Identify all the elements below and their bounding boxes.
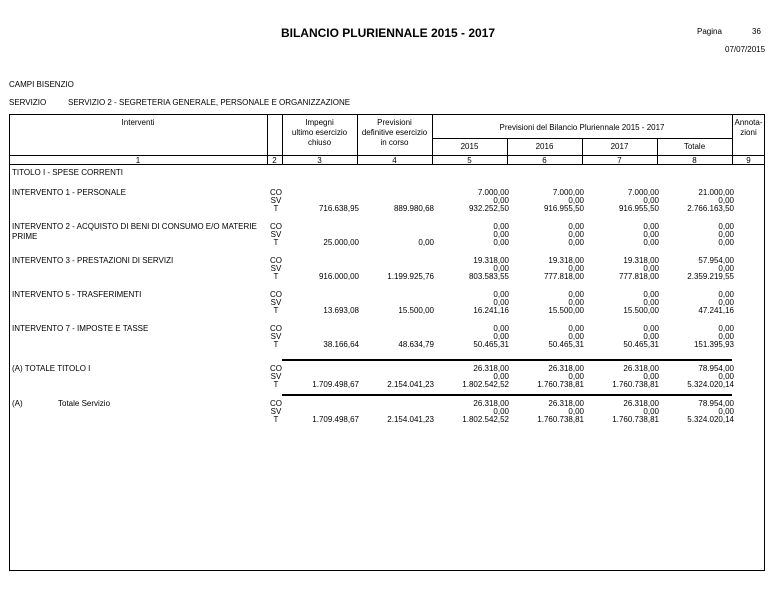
year-value: 0,00 xyxy=(568,196,584,205)
year-value: 916.955,50 xyxy=(543,204,584,213)
year-value: 15.500,00 xyxy=(548,306,584,315)
row-code: T xyxy=(273,238,279,247)
col-number: 4 xyxy=(392,156,397,165)
year-value: 16.241,16 xyxy=(473,306,509,315)
col-number: 2 xyxy=(272,156,277,165)
year-value: 19.318,00 xyxy=(623,256,659,265)
col-number: 1 xyxy=(135,156,141,165)
year-value: 5.324.020,14 xyxy=(687,380,734,389)
previsioni-value: 48.634,79 xyxy=(398,340,434,349)
row-code: T xyxy=(273,204,279,213)
year-value: 1.802.542,52 xyxy=(462,380,509,389)
year-value: 0,00 xyxy=(568,332,584,341)
year-value: 0,00 xyxy=(643,332,659,341)
header-year-2017: 2017 xyxy=(610,142,629,151)
col-number: 7 xyxy=(617,156,622,165)
row-code: T xyxy=(273,340,279,349)
year-value: 7.000,00 xyxy=(552,188,584,197)
year-value: 26.318,00 xyxy=(473,364,509,373)
row-label: INTERVENTO 2 - ACQUISTO DI BENI DI CONSUMO E/O MATERIE xyxy=(12,222,257,231)
row-code: CO xyxy=(270,364,282,373)
header-totale: Totale xyxy=(683,142,706,151)
year-value: 0,00 xyxy=(718,407,734,416)
header-interventi: Interventi xyxy=(121,118,155,127)
year-value: 0,00 xyxy=(643,196,659,205)
year-value: 0,00 xyxy=(718,222,734,231)
service-name: SERVIZIO 2 - SEGRETERIA GENERALE, PERSONALE E ORGANIZZAZIONE xyxy=(68,98,351,107)
year-value: 1.760.738,81 xyxy=(612,415,659,424)
year-value: 0,00 xyxy=(643,222,659,231)
impegni-value: 13.693,08 xyxy=(323,306,359,315)
year-value: 0,00 xyxy=(718,372,734,381)
header-pluriennale: Previsioni del Bilancio Pluriennale 2015 - 2017 xyxy=(499,123,665,132)
year-value: 15.500,00 xyxy=(623,306,659,315)
year-value: 0,00 xyxy=(493,324,509,333)
year-value: 5.324.020,14 xyxy=(687,415,734,424)
year-value: 151.395,93 xyxy=(693,340,734,349)
row-code: SV xyxy=(270,230,282,239)
year-value: 7.000,00 xyxy=(627,188,659,197)
entity-name: CAMPI BISENZIO xyxy=(9,80,74,89)
year-value: 803.583,55 xyxy=(468,272,509,281)
year-value: 916.955,50 xyxy=(618,204,659,213)
year-value: 1.760.738,81 xyxy=(537,415,584,424)
year-value: 2.766.163,50 xyxy=(687,204,734,213)
year-value: 0,00 xyxy=(643,230,659,239)
previsioni-value: 2.154.041,23 xyxy=(387,415,434,424)
page-label: Pagina xyxy=(697,27,722,36)
year-value: 1.760.738,81 xyxy=(612,380,659,389)
year-value: 0,00 xyxy=(643,298,659,307)
year-value: 0,00 xyxy=(718,196,734,205)
impegni-value: 38.166,64 xyxy=(323,340,359,349)
year-value: 2.359.219,55 xyxy=(687,272,734,281)
year-value: 50.465,31 xyxy=(473,340,509,349)
impegni-value: 916.000,00 xyxy=(318,272,359,281)
col-number: 9 xyxy=(746,156,751,165)
year-value: 0,00 xyxy=(493,290,509,299)
year-value: 0,00 xyxy=(718,230,734,239)
previsioni-value: 1.199.925,76 xyxy=(387,272,434,281)
year-value: 0,00 xyxy=(568,372,584,381)
year-value: 0,00 xyxy=(643,372,659,381)
year-value: 19.318,00 xyxy=(548,256,584,265)
header-impegni: Impegni ultimo esercizio chiuso xyxy=(291,118,348,147)
row-label: (A) TOTALE TITOLO I xyxy=(12,364,91,373)
year-value: 0,00 xyxy=(493,264,509,273)
year-value: 0,00 xyxy=(568,230,584,239)
row-code: SV xyxy=(270,298,282,307)
year-value: 0,00 xyxy=(568,222,584,231)
row-label: INTERVENTO 5 - TRASFERIMENTI xyxy=(12,290,142,299)
row-code: SV xyxy=(270,372,282,381)
row-label: Totale Servizio xyxy=(58,399,111,408)
year-value: 0,00 xyxy=(718,298,734,307)
row-label: INTERVENTO 3 - PRESTAZIONI DI SERVIZI xyxy=(12,256,174,265)
year-value: 19.318,00 xyxy=(473,256,509,265)
year-value: 0,00 xyxy=(643,290,659,299)
divider xyxy=(432,138,732,139)
col-number: 8 xyxy=(692,156,697,165)
previsioni-value: 2.154.041,23 xyxy=(387,380,434,389)
year-value: 0,00 xyxy=(718,332,734,341)
col-number: 6 xyxy=(542,156,547,165)
year-value: 50.465,31 xyxy=(623,340,659,349)
year-value: 1.802.542,52 xyxy=(462,415,509,424)
previsioni-value: 15.500,00 xyxy=(398,306,434,315)
year-value: 26.318,00 xyxy=(548,399,584,408)
year-value: 0,00 xyxy=(493,372,509,381)
row-code: CO xyxy=(270,188,282,197)
row-code: T xyxy=(273,306,279,315)
year-value: 26.318,00 xyxy=(623,364,659,373)
year-value: 0,00 xyxy=(493,238,509,247)
impegni-value: 1.709.498,67 xyxy=(312,380,359,389)
year-value: 78.954,00 xyxy=(698,399,734,408)
service-label: SERVIZIO xyxy=(9,98,47,107)
year-value: 0,00 xyxy=(568,290,584,299)
year-value: 0,00 xyxy=(643,264,659,273)
year-value: 0,00 xyxy=(493,298,509,307)
row-code: CO xyxy=(270,256,282,265)
year-value: 78.954,00 xyxy=(698,364,734,373)
total-separator xyxy=(282,394,732,396)
row-code: T xyxy=(273,415,279,424)
year-value: 0,00 xyxy=(493,196,509,205)
year-value: 0,00 xyxy=(493,222,509,231)
row-code: CO xyxy=(270,324,282,333)
year-value: 0,00 xyxy=(568,238,584,247)
impegni-value: 1.709.498,67 xyxy=(312,415,359,424)
impegni-value: 25.000,00 xyxy=(323,238,359,247)
year-value: 50.465,31 xyxy=(548,340,584,349)
row-code: CO xyxy=(270,290,282,299)
row-code: T xyxy=(273,380,279,389)
row-label: INTERVENTO 1 - PERSONALE xyxy=(12,188,126,197)
impegni-value: 716.638,95 xyxy=(318,204,359,213)
year-value: 47.241,16 xyxy=(698,306,734,315)
header-year-2015: 2015 xyxy=(460,142,479,151)
year-value: 0,00 xyxy=(718,238,734,247)
page-number: 36 xyxy=(752,27,761,36)
year-value: 7.000,00 xyxy=(477,188,509,197)
year-value: 0,00 xyxy=(568,298,584,307)
year-value: 0,00 xyxy=(493,332,509,341)
year-value: 0,00 xyxy=(718,264,734,273)
row-code: T xyxy=(273,272,279,281)
year-value: 0,00 xyxy=(718,324,734,333)
row-label: PRIME xyxy=(12,232,38,241)
row-code: SV xyxy=(270,332,282,341)
year-value: 777.818,00 xyxy=(543,272,584,281)
year-value: 0,00 xyxy=(643,324,659,333)
row-code: SV xyxy=(270,407,282,416)
col-number: 5 xyxy=(467,156,472,165)
row-code: CO xyxy=(270,222,282,231)
row-code: SV xyxy=(270,264,282,273)
year-value: 0,00 xyxy=(568,407,584,416)
year-value: 0,00 xyxy=(718,290,734,299)
report-date: 07/07/2015 xyxy=(725,45,766,54)
row-label: INTERVENTO 7 - IMPOSTE E TASSE xyxy=(12,324,149,333)
previsioni-value: 889.980,68 xyxy=(393,204,434,213)
row-label: (A) xyxy=(12,399,23,408)
year-value: 26.318,00 xyxy=(623,399,659,408)
header-annotazioni: Annota- zioni xyxy=(734,118,763,137)
year-value: 932.252,50 xyxy=(468,204,509,213)
year-value: 0,00 xyxy=(643,407,659,416)
year-value: 57.954,00 xyxy=(698,256,734,265)
col-number: 3 xyxy=(317,156,322,165)
year-value: 26.318,00 xyxy=(548,364,584,373)
year-value: 0,00 xyxy=(568,324,584,333)
year-value: 21.000,00 xyxy=(698,188,734,197)
year-value: 0,00 xyxy=(493,230,509,239)
year-value: 26.318,00 xyxy=(473,399,509,408)
header-year-2016: 2016 xyxy=(535,142,554,151)
report-title: BILANCIO PLURIENNALE 2015 - 2017 xyxy=(280,26,496,40)
year-value: 0,00 xyxy=(493,407,509,416)
section-title: TITOLO I - SPESE CORRENTI xyxy=(12,168,123,177)
year-value: 0,00 xyxy=(568,264,584,273)
row-code: CO xyxy=(270,399,282,408)
row-code: SV xyxy=(270,196,282,205)
year-value: 777.818,00 xyxy=(618,272,659,281)
header-previsioni: Previsioni definitive esercizio in corso xyxy=(361,118,428,147)
total-separator xyxy=(282,359,732,361)
previsioni-value: 0,00 xyxy=(418,238,434,247)
year-value: 0,00 xyxy=(643,238,659,247)
year-value: 1.760.738,81 xyxy=(537,380,584,389)
